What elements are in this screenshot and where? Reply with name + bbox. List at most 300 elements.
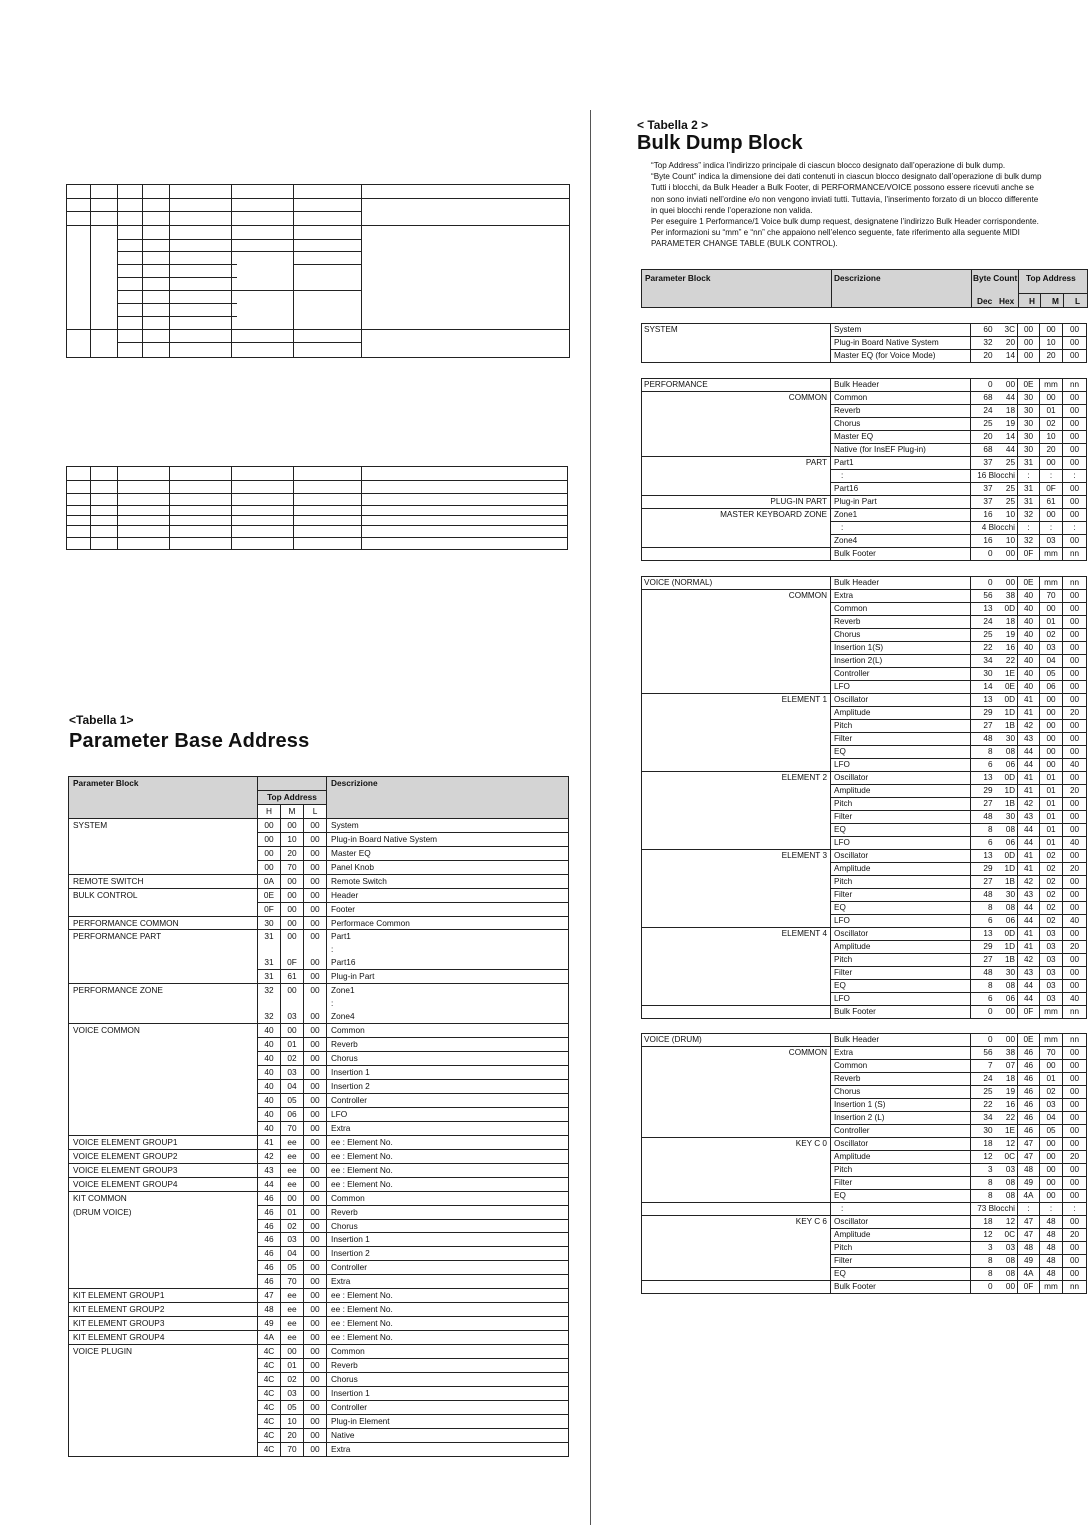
parameter-block-cell bbox=[642, 993, 831, 1006]
description-cell: Filter bbox=[831, 967, 971, 980]
address-m-cell: 20 bbox=[1040, 350, 1063, 363]
description-cell: LFO bbox=[831, 681, 971, 694]
address-m-cell: 01 bbox=[281, 1205, 304, 1219]
address-h-cell: 4C bbox=[258, 1359, 281, 1373]
address-h-cell: 00 bbox=[1018, 324, 1040, 337]
byte-dec-cell: 68 bbox=[971, 392, 995, 405]
t2-header-bytecount: Byte Count bbox=[973, 273, 1018, 283]
table-row bbox=[69, 1177, 569, 1191]
parameter-block-cell bbox=[642, 733, 831, 746]
table-row bbox=[69, 1331, 569, 1345]
parameter-block-cell: ELEMENT 3 bbox=[642, 850, 831, 863]
address-l-cell: 00 bbox=[304, 1149, 327, 1163]
table-row bbox=[642, 733, 1087, 746]
address-m-cell: 00 bbox=[1040, 707, 1063, 720]
byte-dec-cell: 13 bbox=[971, 850, 995, 863]
table-row bbox=[69, 1289, 569, 1303]
address-h-cell: : bbox=[1018, 1203, 1040, 1216]
address-l-cell: 00 bbox=[1063, 694, 1087, 707]
table-row bbox=[642, 483, 1087, 496]
desc-line: Per eseguire 1 Performance/1 Voice bulk dump request, designatene l’indirizzo Bulk Header corrispondente. bbox=[651, 217, 1039, 227]
address-h-cell: : bbox=[1018, 522, 1040, 535]
address-h-cell: 32 bbox=[258, 984, 281, 997]
byte-hex-cell: 1D bbox=[995, 863, 1018, 876]
address-m-cell: 02 bbox=[281, 1372, 304, 1386]
description-cell: Native bbox=[327, 1428, 569, 1442]
address-m-cell: 48 bbox=[1040, 1255, 1063, 1268]
byte-hex-cell: 16 bbox=[995, 1099, 1018, 1112]
address-l-cell: 00 bbox=[1063, 772, 1087, 785]
parameter-block-cell bbox=[642, 954, 831, 967]
address-h-cell: 46 bbox=[258, 1261, 281, 1275]
address-l-cell: 00 bbox=[304, 1247, 327, 1261]
table-row bbox=[69, 1191, 569, 1205]
parameter-block-cell bbox=[642, 616, 831, 629]
address-m-cell: 00 bbox=[281, 818, 304, 832]
byte-dec-cell: 8 bbox=[971, 980, 995, 993]
address-h-cell bbox=[258, 997, 281, 1010]
table-row bbox=[69, 1317, 569, 1331]
byte-hex-cell: 08 bbox=[995, 1268, 1018, 1281]
address-h-cell: 41 bbox=[1018, 863, 1040, 876]
byte-hex-cell: 22 bbox=[995, 655, 1018, 668]
table-row bbox=[642, 967, 1087, 980]
address-m-cell: 00 bbox=[281, 930, 304, 943]
address-h-cell: 46 bbox=[258, 1205, 281, 1219]
address-l-cell: 00 bbox=[304, 1163, 327, 1177]
address-m-cell: 00 bbox=[281, 916, 304, 930]
parameter-block-cell bbox=[69, 1359, 258, 1373]
address-h-cell: 46 bbox=[1018, 1125, 1040, 1138]
address-h-cell: 46 bbox=[1018, 1086, 1040, 1099]
parameter-block-cell bbox=[642, 746, 831, 759]
description-cell: Pitch bbox=[831, 798, 971, 811]
address-l-cell: 00 bbox=[304, 1345, 327, 1359]
address-h-cell: 4A bbox=[1018, 1190, 1040, 1203]
description-cell: Chorus bbox=[327, 1052, 569, 1066]
address-l-cell: 20 bbox=[1063, 863, 1087, 876]
address-l-cell: 00 bbox=[304, 1275, 327, 1289]
address-m-cell: ee bbox=[281, 1331, 304, 1345]
address-h-cell: 4C bbox=[258, 1442, 281, 1456]
table-row bbox=[69, 1372, 569, 1386]
table-row bbox=[642, 1034, 1087, 1047]
parameter-block-cell bbox=[69, 1219, 258, 1233]
address-l-cell: 00 bbox=[1063, 418, 1087, 431]
address-m-cell: 61 bbox=[281, 970, 304, 984]
address-h-cell: 0E bbox=[1018, 1034, 1040, 1047]
description-cell: Reverb bbox=[327, 1205, 569, 1219]
address-h-cell: 46 bbox=[258, 1275, 281, 1289]
address-h-cell: 40 bbox=[258, 1093, 281, 1107]
address-m-cell: 00 bbox=[1040, 457, 1063, 470]
parameter-block-cell bbox=[642, 1203, 831, 1216]
address-l-cell: 00 bbox=[1063, 876, 1087, 889]
address-m-cell: 02 bbox=[281, 1219, 304, 1233]
address-h-cell: 46 bbox=[258, 1191, 281, 1205]
table-row bbox=[642, 522, 1087, 535]
byte-hex-cell: 1E bbox=[995, 1125, 1018, 1138]
table-row bbox=[642, 954, 1087, 967]
table-row bbox=[642, 1151, 1087, 1164]
byte-hex-cell: 06 bbox=[995, 759, 1018, 772]
address-l-cell: 00 bbox=[1063, 811, 1087, 824]
table-row bbox=[642, 1060, 1087, 1073]
address-h-cell: 49 bbox=[258, 1317, 281, 1331]
parameter-block-cell bbox=[69, 1121, 258, 1135]
parameter-block-cell bbox=[69, 997, 258, 1010]
description-cell: Part1 bbox=[327, 930, 569, 943]
table-row bbox=[642, 1099, 1087, 1112]
byte-dec-cell: 0 bbox=[971, 1034, 995, 1047]
address-h-cell: 41 bbox=[1018, 694, 1040, 707]
table-row bbox=[69, 1275, 569, 1289]
description-cell: EQ bbox=[831, 746, 971, 759]
description-cell: Amplitude bbox=[831, 1229, 971, 1242]
byte-dec-cell: 20 bbox=[971, 350, 995, 363]
byte-dec-cell: 25 bbox=[971, 418, 995, 431]
address-l-cell: 00 bbox=[1063, 980, 1087, 993]
address-h-cell: 41 bbox=[1018, 785, 1040, 798]
description-cell: Common bbox=[831, 1060, 971, 1073]
address-l-cell: 00 bbox=[304, 1261, 327, 1275]
parameter-block-cell bbox=[69, 1052, 258, 1066]
parameter-block-cell bbox=[642, 681, 831, 694]
address-h-cell: 46 bbox=[1018, 1073, 1040, 1086]
description-cell: Extra bbox=[831, 1047, 971, 1060]
address-h-cell: 30 bbox=[1018, 418, 1040, 431]
byte-hex-cell: 1B bbox=[995, 954, 1018, 967]
parameter-block-cell bbox=[642, 876, 831, 889]
table-row bbox=[69, 1386, 569, 1400]
description-cell: LFO bbox=[831, 993, 971, 1006]
description-cell: ee : Element No. bbox=[327, 1135, 569, 1149]
description-cell: ee : Element No. bbox=[327, 1303, 569, 1317]
table-row bbox=[69, 1205, 569, 1219]
byte-hex-cell: 22 bbox=[995, 1112, 1018, 1125]
byte-dec-cell: 48 bbox=[971, 733, 995, 746]
address-h-cell: 46 bbox=[1018, 1047, 1040, 1060]
parameter-block-cell bbox=[642, 720, 831, 733]
byte-dec-cell: 0 bbox=[971, 1006, 995, 1019]
description-cell: Chorus bbox=[831, 629, 971, 642]
address-m-cell: ee bbox=[281, 1149, 304, 1163]
description-cell: Amplitude bbox=[831, 707, 971, 720]
address-m-cell: mm bbox=[1040, 1281, 1063, 1294]
description-cell: EQ bbox=[831, 1190, 971, 1203]
address-h-cell: 42 bbox=[1018, 876, 1040, 889]
table-row bbox=[642, 1138, 1087, 1151]
address-h-cell: 41 bbox=[1018, 941, 1040, 954]
address-l-cell: 00 bbox=[1063, 337, 1087, 350]
parameter-block-cell bbox=[642, 1099, 831, 1112]
byte-hex-cell: 30 bbox=[995, 967, 1018, 980]
parameter-block-cell bbox=[69, 1010, 258, 1023]
table-row bbox=[642, 785, 1087, 798]
address-l-cell: 00 bbox=[304, 970, 327, 984]
table-row bbox=[642, 470, 1087, 483]
parameter-block-cell bbox=[642, 1190, 831, 1203]
address-m-cell: 03 bbox=[1040, 535, 1063, 548]
parameter-block-cell bbox=[69, 1079, 258, 1093]
table-row bbox=[642, 379, 1087, 392]
description-cell: Plug-in Part bbox=[327, 970, 569, 984]
table-row bbox=[642, 1177, 1087, 1190]
address-m-cell: 0F bbox=[281, 956, 304, 969]
parameter-block-cell bbox=[642, 470, 831, 483]
address-m-cell: 70 bbox=[281, 1121, 304, 1135]
byte-hex-cell: 1E bbox=[995, 668, 1018, 681]
address-h-cell: 32 bbox=[1018, 535, 1040, 548]
desc-line: in quei blocchi rende l’operazione non valida. bbox=[651, 205, 813, 215]
address-m-cell: 00 bbox=[1040, 509, 1063, 522]
parameter-block-cell bbox=[642, 902, 831, 915]
desc-line: Per informazioni su “mm” e “nn” che appaiono nell’elenco seguente, fate riferimento alla seguente MIDI bbox=[651, 228, 1020, 238]
byte-dec-cell: 37 bbox=[971, 496, 995, 509]
address-l-cell: 00 bbox=[1063, 954, 1087, 967]
address-l-cell: 00 bbox=[1063, 431, 1087, 444]
table-row bbox=[69, 1359, 569, 1373]
address-h-cell: 46 bbox=[258, 1233, 281, 1247]
description-cell: Amplitude bbox=[831, 941, 971, 954]
address-m-cell: 20 bbox=[1040, 444, 1063, 457]
table-row bbox=[69, 1038, 569, 1052]
description-cell: Filter bbox=[831, 1255, 971, 1268]
parameter-block-cell: KIT ELEMENT GROUP1 bbox=[69, 1289, 258, 1303]
table-row bbox=[69, 1261, 569, 1275]
parameter-block-cell bbox=[642, 1073, 831, 1086]
byte-dec-cell: 0 bbox=[971, 577, 995, 590]
address-l-cell: 00 bbox=[304, 1024, 327, 1038]
parameter-block-cell bbox=[642, 629, 831, 642]
address-h-cell: 41 bbox=[258, 1135, 281, 1149]
address-l-cell: 00 bbox=[1063, 1073, 1087, 1086]
address-m-cell: 02 bbox=[1040, 902, 1063, 915]
table-row bbox=[642, 902, 1087, 915]
address-m-cell: 48 bbox=[1040, 1242, 1063, 1255]
address-h-cell: 40 bbox=[258, 1066, 281, 1080]
address-h-cell: 47 bbox=[1018, 1138, 1040, 1151]
address-h-cell: 0F bbox=[258, 902, 281, 916]
byte-hex-cell: 08 bbox=[995, 980, 1018, 993]
address-l-cell: 00 bbox=[304, 888, 327, 902]
address-h-cell: 44 bbox=[1018, 759, 1040, 772]
parameter-block-cell bbox=[642, 1006, 831, 1019]
description-cell: Zone1 bbox=[831, 509, 971, 522]
address-m-cell: 04 bbox=[281, 1247, 304, 1261]
byte-dec-cell: 48 bbox=[971, 889, 995, 902]
address-l-cell: 00 bbox=[1063, 1099, 1087, 1112]
description-cell: EQ bbox=[831, 824, 971, 837]
description-cell: Extra bbox=[327, 1121, 569, 1135]
description-cell: Plug-in Element bbox=[327, 1414, 569, 1428]
byte-hex-cell: 08 bbox=[995, 746, 1018, 759]
table-row bbox=[642, 431, 1087, 444]
address-l-cell: 00 bbox=[304, 1331, 327, 1345]
description-cell: Common bbox=[327, 1024, 569, 1038]
table-row bbox=[69, 1010, 569, 1023]
parameter-block-cell bbox=[642, 837, 831, 850]
address-m-cell: 00 bbox=[281, 902, 304, 916]
address-l-cell: 00 bbox=[304, 1121, 327, 1135]
byte-hex-cell: 06 bbox=[995, 837, 1018, 850]
address-m-cell: 03 bbox=[1040, 954, 1063, 967]
address-m-cell: ee bbox=[281, 1289, 304, 1303]
parameter-block-cell bbox=[69, 1442, 258, 1456]
address-h-cell: 00 bbox=[258, 846, 281, 860]
table1-title: Parameter Base Address bbox=[69, 730, 310, 752]
address-h-cell: 4C bbox=[258, 1400, 281, 1414]
parameter-block-cell bbox=[642, 824, 831, 837]
address-l-cell: 00 bbox=[1063, 1255, 1087, 1268]
description-cell: LFO bbox=[831, 837, 971, 850]
byte-hex-cell: 10 bbox=[995, 535, 1018, 548]
description-cell: Insertion 1(S) bbox=[831, 642, 971, 655]
address-l-cell: 00 bbox=[1063, 590, 1087, 603]
table-row bbox=[642, 655, 1087, 668]
description-cell: Oscillator bbox=[831, 850, 971, 863]
description-cell: Footer bbox=[327, 902, 569, 916]
description-cell: EQ bbox=[831, 980, 971, 993]
address-h-cell: 44 bbox=[1018, 824, 1040, 837]
table-row bbox=[69, 1079, 569, 1093]
byte-hex-cell: 08 bbox=[995, 1190, 1018, 1203]
description-cell: Controller bbox=[327, 1261, 569, 1275]
desc-line: “Byte Count” indica la dimensione dei dati contenuti in ciascun blocco designato dall’operazione di bulk dump bbox=[651, 172, 1042, 182]
address-m-cell: 01 bbox=[1040, 405, 1063, 418]
address-m-cell: 02 bbox=[1040, 876, 1063, 889]
address-m-cell: 70 bbox=[281, 1275, 304, 1289]
address-m-cell: 00 bbox=[1040, 720, 1063, 733]
address-m-cell: 01 bbox=[1040, 616, 1063, 629]
parameter-block-cell bbox=[69, 970, 258, 984]
description-cell: Master EQ bbox=[327, 846, 569, 860]
byte-dec-cell: 8 bbox=[971, 1255, 995, 1268]
table-row bbox=[642, 350, 1087, 363]
address-l-cell: 00 bbox=[1063, 733, 1087, 746]
address-m-cell: ee bbox=[281, 1317, 304, 1331]
address-h-cell: 46 bbox=[1018, 1112, 1040, 1125]
description-cell: ee : Element No. bbox=[327, 1317, 569, 1331]
address-l-cell: nn bbox=[1063, 548, 1087, 561]
parameter-block-cell bbox=[642, 603, 831, 616]
address-h-cell: 44 bbox=[1018, 902, 1040, 915]
address-h-cell: 4A bbox=[258, 1331, 281, 1345]
byte-dec-cell: 0 bbox=[971, 548, 995, 561]
table-row bbox=[642, 603, 1087, 616]
address-m-cell: 00 bbox=[1040, 759, 1063, 772]
table-row bbox=[69, 984, 569, 997]
parameter-block-cell bbox=[642, 1164, 831, 1177]
byte-dec-cell: 13 bbox=[971, 694, 995, 707]
table-row bbox=[642, 629, 1087, 642]
table-row bbox=[642, 1125, 1087, 1138]
address-m-cell: 00 bbox=[1040, 1177, 1063, 1190]
description-cell: Insertion 2 bbox=[327, 1079, 569, 1093]
address-l-cell: 00 bbox=[304, 1317, 327, 1331]
address-h-cell: 40 bbox=[1018, 590, 1040, 603]
address-h-cell: 30 bbox=[258, 916, 281, 930]
address-h-cell: 31 bbox=[1018, 483, 1040, 496]
byte-hex-cell: 12 bbox=[995, 1138, 1018, 1151]
address-l-cell: 00 bbox=[1063, 1268, 1087, 1281]
byte-dec-cell: 29 bbox=[971, 707, 995, 720]
address-m-cell: 20 bbox=[281, 1428, 304, 1442]
address-h-cell: 40 bbox=[258, 1107, 281, 1121]
parameter-block-cell: PERFORMANCE ZONE bbox=[69, 984, 258, 997]
description-cell: Extra bbox=[327, 1442, 569, 1456]
address-l-cell: 00 bbox=[1063, 1242, 1087, 1255]
address-m-cell: 48 bbox=[1040, 1216, 1063, 1229]
address-h-cell: 31 bbox=[258, 970, 281, 984]
address-m-cell: 20 bbox=[281, 846, 304, 860]
t1-header-block: Parameter Block bbox=[69, 777, 258, 791]
address-l-cell: : bbox=[1063, 1203, 1087, 1216]
address-m-cell: 00 bbox=[1040, 603, 1063, 616]
description-cell: Insertion 2 (L) bbox=[831, 1112, 971, 1125]
table-row bbox=[642, 928, 1087, 941]
description-cell: Bulk Header bbox=[831, 1034, 971, 1047]
t2-header-l: L bbox=[1075, 296, 1081, 306]
parameter-block-cell: KIT ELEMENT GROUP3 bbox=[69, 1317, 258, 1331]
address-h-cell: 40 bbox=[258, 1024, 281, 1038]
byte-hex-cell: 18 bbox=[995, 1073, 1018, 1086]
byte-hex-cell: 1D bbox=[995, 941, 1018, 954]
description-cell: : bbox=[831, 1203, 971, 1216]
description-cell: Filter bbox=[831, 889, 971, 902]
byte-dec-cell: 18 bbox=[971, 1138, 995, 1151]
address-m-cell: 05 bbox=[1040, 668, 1063, 681]
address-h-cell: 0E bbox=[1018, 577, 1040, 590]
address-m-cell: 10 bbox=[1040, 337, 1063, 350]
address-h-cell: 43 bbox=[1018, 811, 1040, 824]
address-h-cell: 32 bbox=[1018, 509, 1040, 522]
byte-dec-cell: 32 bbox=[971, 337, 995, 350]
parameter-block-cell bbox=[69, 846, 258, 860]
description-cell: Insertion 1 bbox=[327, 1066, 569, 1080]
address-h-cell: 48 bbox=[258, 1303, 281, 1317]
description-cell: Chorus bbox=[327, 1219, 569, 1233]
parameter-block-cell: KEY C 6 bbox=[642, 1216, 831, 1229]
parameter-block-cell bbox=[642, 350, 831, 363]
address-l-cell: 00 bbox=[1063, 681, 1087, 694]
description-cell: Bulk Footer bbox=[831, 1281, 971, 1294]
description-cell: Filter bbox=[831, 1177, 971, 1190]
description-cell: Controller bbox=[327, 1093, 569, 1107]
description-cell: ee : Element No. bbox=[327, 1177, 569, 1191]
byte-dec-cell: 68 bbox=[971, 444, 995, 457]
byte-hex-cell: 19 bbox=[995, 629, 1018, 642]
table-row bbox=[69, 1066, 569, 1080]
parameter-block-cell bbox=[642, 1112, 831, 1125]
address-l-cell: 20 bbox=[1063, 1229, 1087, 1242]
description-cell: Performace Common bbox=[327, 916, 569, 930]
table-row bbox=[642, 798, 1087, 811]
address-m-cell: 00 bbox=[281, 1024, 304, 1038]
byte-hex-cell: 14 bbox=[995, 431, 1018, 444]
address-m-cell: 48 bbox=[1040, 1268, 1063, 1281]
byte-hex-cell: 30 bbox=[995, 733, 1018, 746]
address-l-cell: nn bbox=[1063, 1034, 1087, 1047]
address-h-cell: 40 bbox=[1018, 642, 1040, 655]
address-h-cell: 46 bbox=[258, 1247, 281, 1261]
address-h-cell bbox=[258, 943, 281, 956]
byte-hex-cell: 0D bbox=[995, 850, 1018, 863]
address-l-cell: 00 bbox=[1063, 1112, 1087, 1125]
address-m-cell: 03 bbox=[1040, 993, 1063, 1006]
parameter-block-cell: ELEMENT 2 bbox=[642, 772, 831, 785]
table-row bbox=[69, 956, 569, 969]
